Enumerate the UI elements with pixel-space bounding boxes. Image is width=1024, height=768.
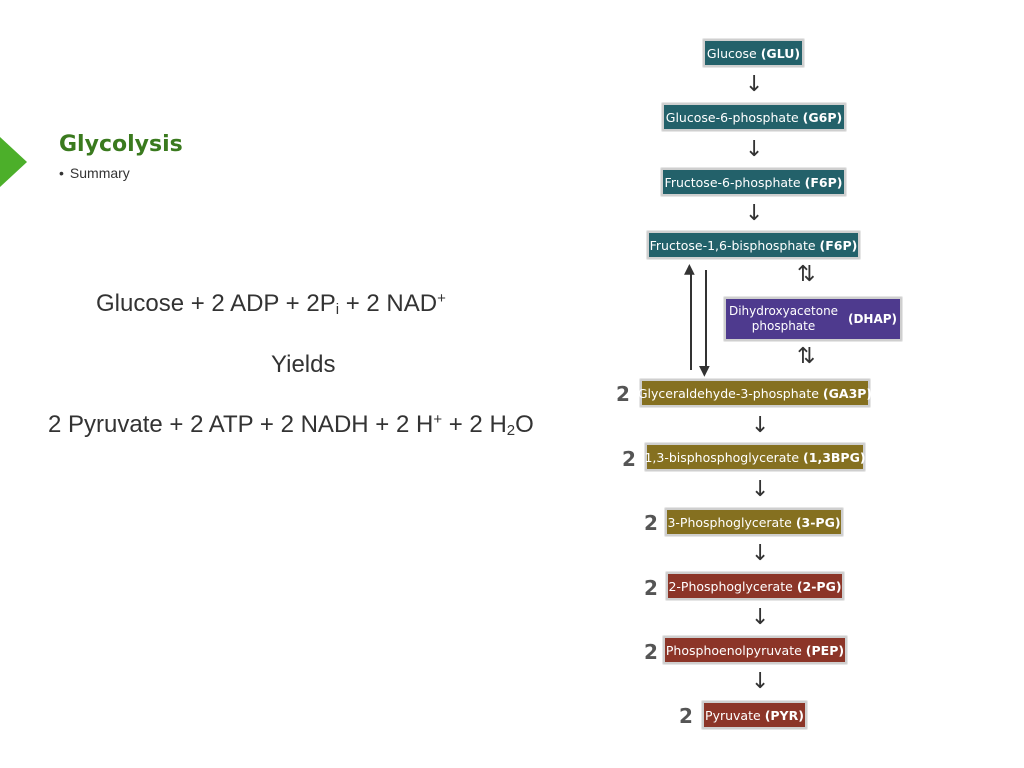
step-pyruvate: Pyruvate (PYR) <box>702 701 807 729</box>
equation-products <box>48 411 534 439</box>
slide-title: Glycolysis <box>59 132 183 157</box>
step-pep: Phosphoenolpyruvate (PEP) <box>663 636 847 664</box>
arrow-down-icon: ↓ <box>751 669 770 694</box>
nad-text: + 2 NAD <box>339 290 438 317</box>
step-13bpg: 1,3-bisphosphoglycerate (1,3BPG) <box>645 443 865 471</box>
count-label: 2 <box>616 382 630 406</box>
reversible-arrow-icon: ⇅ <box>797 344 816 369</box>
arrow-down-icon: ↓ <box>751 477 770 502</box>
arrow-down-icon: ↓ <box>745 137 764 162</box>
reversible-arrow-icon: ⇅ <box>797 262 816 287</box>
count-label: 2 <box>679 704 693 728</box>
equation-reactants <box>96 290 446 318</box>
water-text: + 2 H <box>442 411 507 438</box>
water-subscript: 2 <box>506 422 516 439</box>
arrow-down-icon: ↓ <box>745 72 764 97</box>
pi-subscript: i <box>335 301 340 318</box>
count-label: 2 <box>622 447 636 471</box>
long-arrow-up <box>690 270 692 370</box>
h-superscript: + <box>433 411 443 428</box>
arrow-up-icon: ▲ <box>684 261 695 277</box>
step-glucose: Glucose (GLU) <box>703 39 804 67</box>
water-end: O <box>515 411 534 438</box>
long-arrow-down <box>705 270 707 370</box>
arrow-down-icon: ▼ <box>699 363 710 379</box>
step-g6p: Glucose-6-phosphate (G6P) <box>662 103 846 131</box>
reactants-text: Glucose + 2 ADP + 2P <box>96 290 336 317</box>
arrow-down-icon: ↓ <box>745 201 764 226</box>
count-label: 2 <box>644 511 658 535</box>
equation-yields: Yields <box>271 351 336 378</box>
count-label: 2 <box>644 576 658 600</box>
step-3pg: 3-Phosphoglycerate (3-PG) <box>665 508 843 536</box>
bullet-item <box>59 165 130 181</box>
nad-superscript: + <box>437 290 446 307</box>
bullet-dot: • <box>59 165 64 181</box>
step-dhap: Dihydroxyacetone phosphate (DHAP) <box>724 297 902 341</box>
accent-triangle <box>0 137 27 187</box>
products-text: 2 Pyruvate + 2 ATP + 2 NADH + 2 H <box>48 411 434 438</box>
arrow-down-icon: ↓ <box>751 541 770 566</box>
bullet-text: Summary <box>69 165 130 181</box>
step-f16bp: Fructose-1,6-bisphosphate (F6P) <box>647 231 860 259</box>
count-label: 2 <box>644 640 658 664</box>
step-f6p: Fructose-6-phosphate (F6P) <box>661 168 846 196</box>
step-ga3p: Glyceraldehyde-3-phosphate (GA3P) <box>640 379 870 407</box>
arrow-down-icon: ↓ <box>751 413 770 438</box>
step-2pg: 2-Phosphoglycerate (2-PG) <box>666 572 844 600</box>
arrow-down-icon: ↓ <box>751 605 770 630</box>
